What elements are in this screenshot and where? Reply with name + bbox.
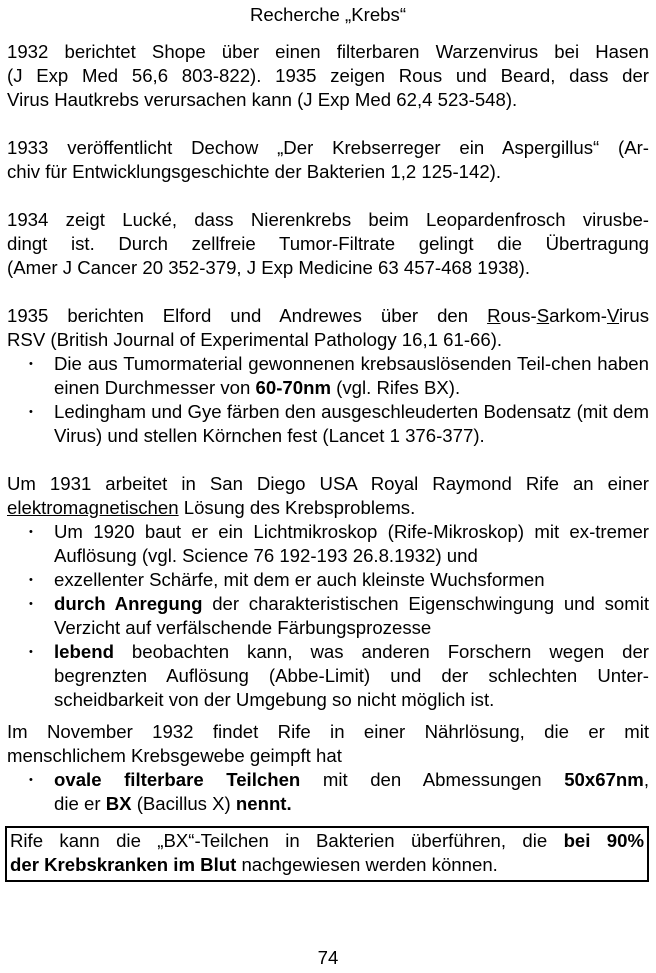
text-span: nachgewiesen werden können. — [236, 854, 498, 875]
text-span: Lösung des Krebsproblems. — [178, 497, 416, 518]
text-line: 1933 veröffentlicht Dechow „Der Krebserreger ein Aspergillus“ (Ar- — [7, 137, 649, 158]
bullet-list — [7, 352, 649, 448]
bullet-list — [7, 768, 649, 816]
text-span: Rife kann die „BX“-Teilchen in Bakterien überführen, die — [10, 830, 564, 851]
text-span: 1935 berichten Elford und Andrewes über den — [7, 305, 488, 326]
text-line — [10, 853, 644, 877]
text-line: chiv für Entwicklungsgeschichte der Bakterien 1,2 125-142). — [7, 161, 502, 182]
text-span: (vgl. Rifes BX). — [330, 377, 461, 398]
bold-text: nennt. — [235, 793, 292, 814]
text-line: Virus Hautkrebs verursachen kann (J Exp Med 62,4 523-548). — [7, 89, 518, 110]
paragraph-elford — [7, 304, 649, 448]
paragraph-shope — [7, 40, 649, 112]
underlined-letter: R — [487, 305, 501, 326]
text-line: dingt ist. Durch zellfreie Tumor-Filtrate gelingt die Übertragung — [7, 233, 649, 254]
text-span: irus — [619, 305, 649, 326]
text-span: Die aus Tumormaterial gewonnenen krebsauslösenden Teil-chen haben einen Durchmesser von — [54, 353, 649, 398]
text-span: beobachten kann, was anderen Forschern wegen der begrenzten Auflösung (Abbe-Limit) und der schlechten Unter-scheidbarkeit von der Umgebung so nicht möglich ist. — [54, 641, 649, 710]
text-line: Um 1931 arbeitet in San Diego USA Royal Raymond Rife an einer — [7, 473, 649, 494]
text-line — [7, 304, 649, 328]
text-line: menschlichem Krebsgewebe geimpft hat — [7, 745, 342, 766]
list-item — [7, 768, 649, 816]
text-span: arkom- — [549, 305, 607, 326]
text-line: RSV (British Journal of Experimental Pathology 16,1 61-66). — [7, 329, 503, 350]
page-number: 74 — [317, 947, 339, 968]
bold-text: bei 90% — [563, 830, 644, 851]
bold-text: lebend — [54, 641, 114, 662]
list-item: • Um 1920 baut er ein Lichtmikroskop (Rife-Mikroskop) mit ex-tremer Auflösung (vgl. Science 76 192-193 26.8.1932) und — [7, 520, 649, 568]
text-line — [10, 829, 644, 853]
list-item — [7, 352, 649, 400]
text-line: (Amer J Cancer 20 352-379, J Exp Medicine 63 457-468 1938). — [7, 257, 530, 278]
text-line: 1934 zeigt Lucké, dass Nierenkrebs beim Leopardenfrosch virusbe- — [7, 209, 649, 230]
underlined-letter: S — [536, 305, 550, 326]
bullet-list — [7, 520, 649, 712]
bold-text: 50x67nm — [564, 769, 644, 790]
list-item — [7, 592, 649, 640]
list-item — [7, 640, 649, 712]
text-line — [54, 768, 649, 792]
underlined-letter: V — [606, 305, 620, 326]
bold-text: der Krebskranken im Blut — [10, 854, 237, 875]
bold-text: BX — [105, 793, 132, 814]
text-line — [7, 496, 649, 520]
list-item: • Ledingham und Gye färben den ausgeschleuderten Bodensatz (mit dem Virus) und stellen Körnchen fest (Lancet 1 376-377). — [7, 400, 649, 448]
text-span: die er — [54, 793, 106, 814]
text-line: (J Exp Med 56,6 803-822). 1935 zeigen Rous und Beard, dass der — [7, 65, 649, 86]
list-item: • exzellenter Schärfe, mit dem er auch kleinste Wuchsformen — [7, 568, 649, 592]
highlight-box — [5, 826, 649, 882]
page-title: Recherche „Krebs“ — [249, 4, 407, 25]
bold-text: ovale filterbare Teilchen — [54, 769, 301, 790]
text-span: mit den Abmessungen — [300, 769, 565, 790]
underlined-text: elektromagnetischen — [7, 497, 179, 518]
text-line: 1932 berichtet Shope über einen filterbaren Warzenvirus bei Hasen — [7, 41, 649, 62]
text-line — [54, 792, 649, 816]
paragraph-dechow — [7, 136, 649, 184]
text-span: der charakteristischen Eigenschwingung und somit Verzicht auf verfälschende Färbungsprozesse — [54, 593, 649, 638]
text-line: Im November 1932 findet Rife in einer Nährlösung, die er mit — [7, 721, 649, 742]
bold-text: durch Anregung — [54, 593, 203, 614]
text-span: (Bacillus X) — [131, 793, 236, 814]
text-span: , — [643, 769, 649, 790]
text-span: ous- — [500, 305, 537, 326]
paragraph-lucke — [7, 208, 649, 280]
document-page — [7, 0, 649, 882]
paragraph-november — [7, 720, 649, 816]
bold-text: 60-70nm — [255, 377, 331, 398]
paragraph-rife — [7, 472, 649, 712]
